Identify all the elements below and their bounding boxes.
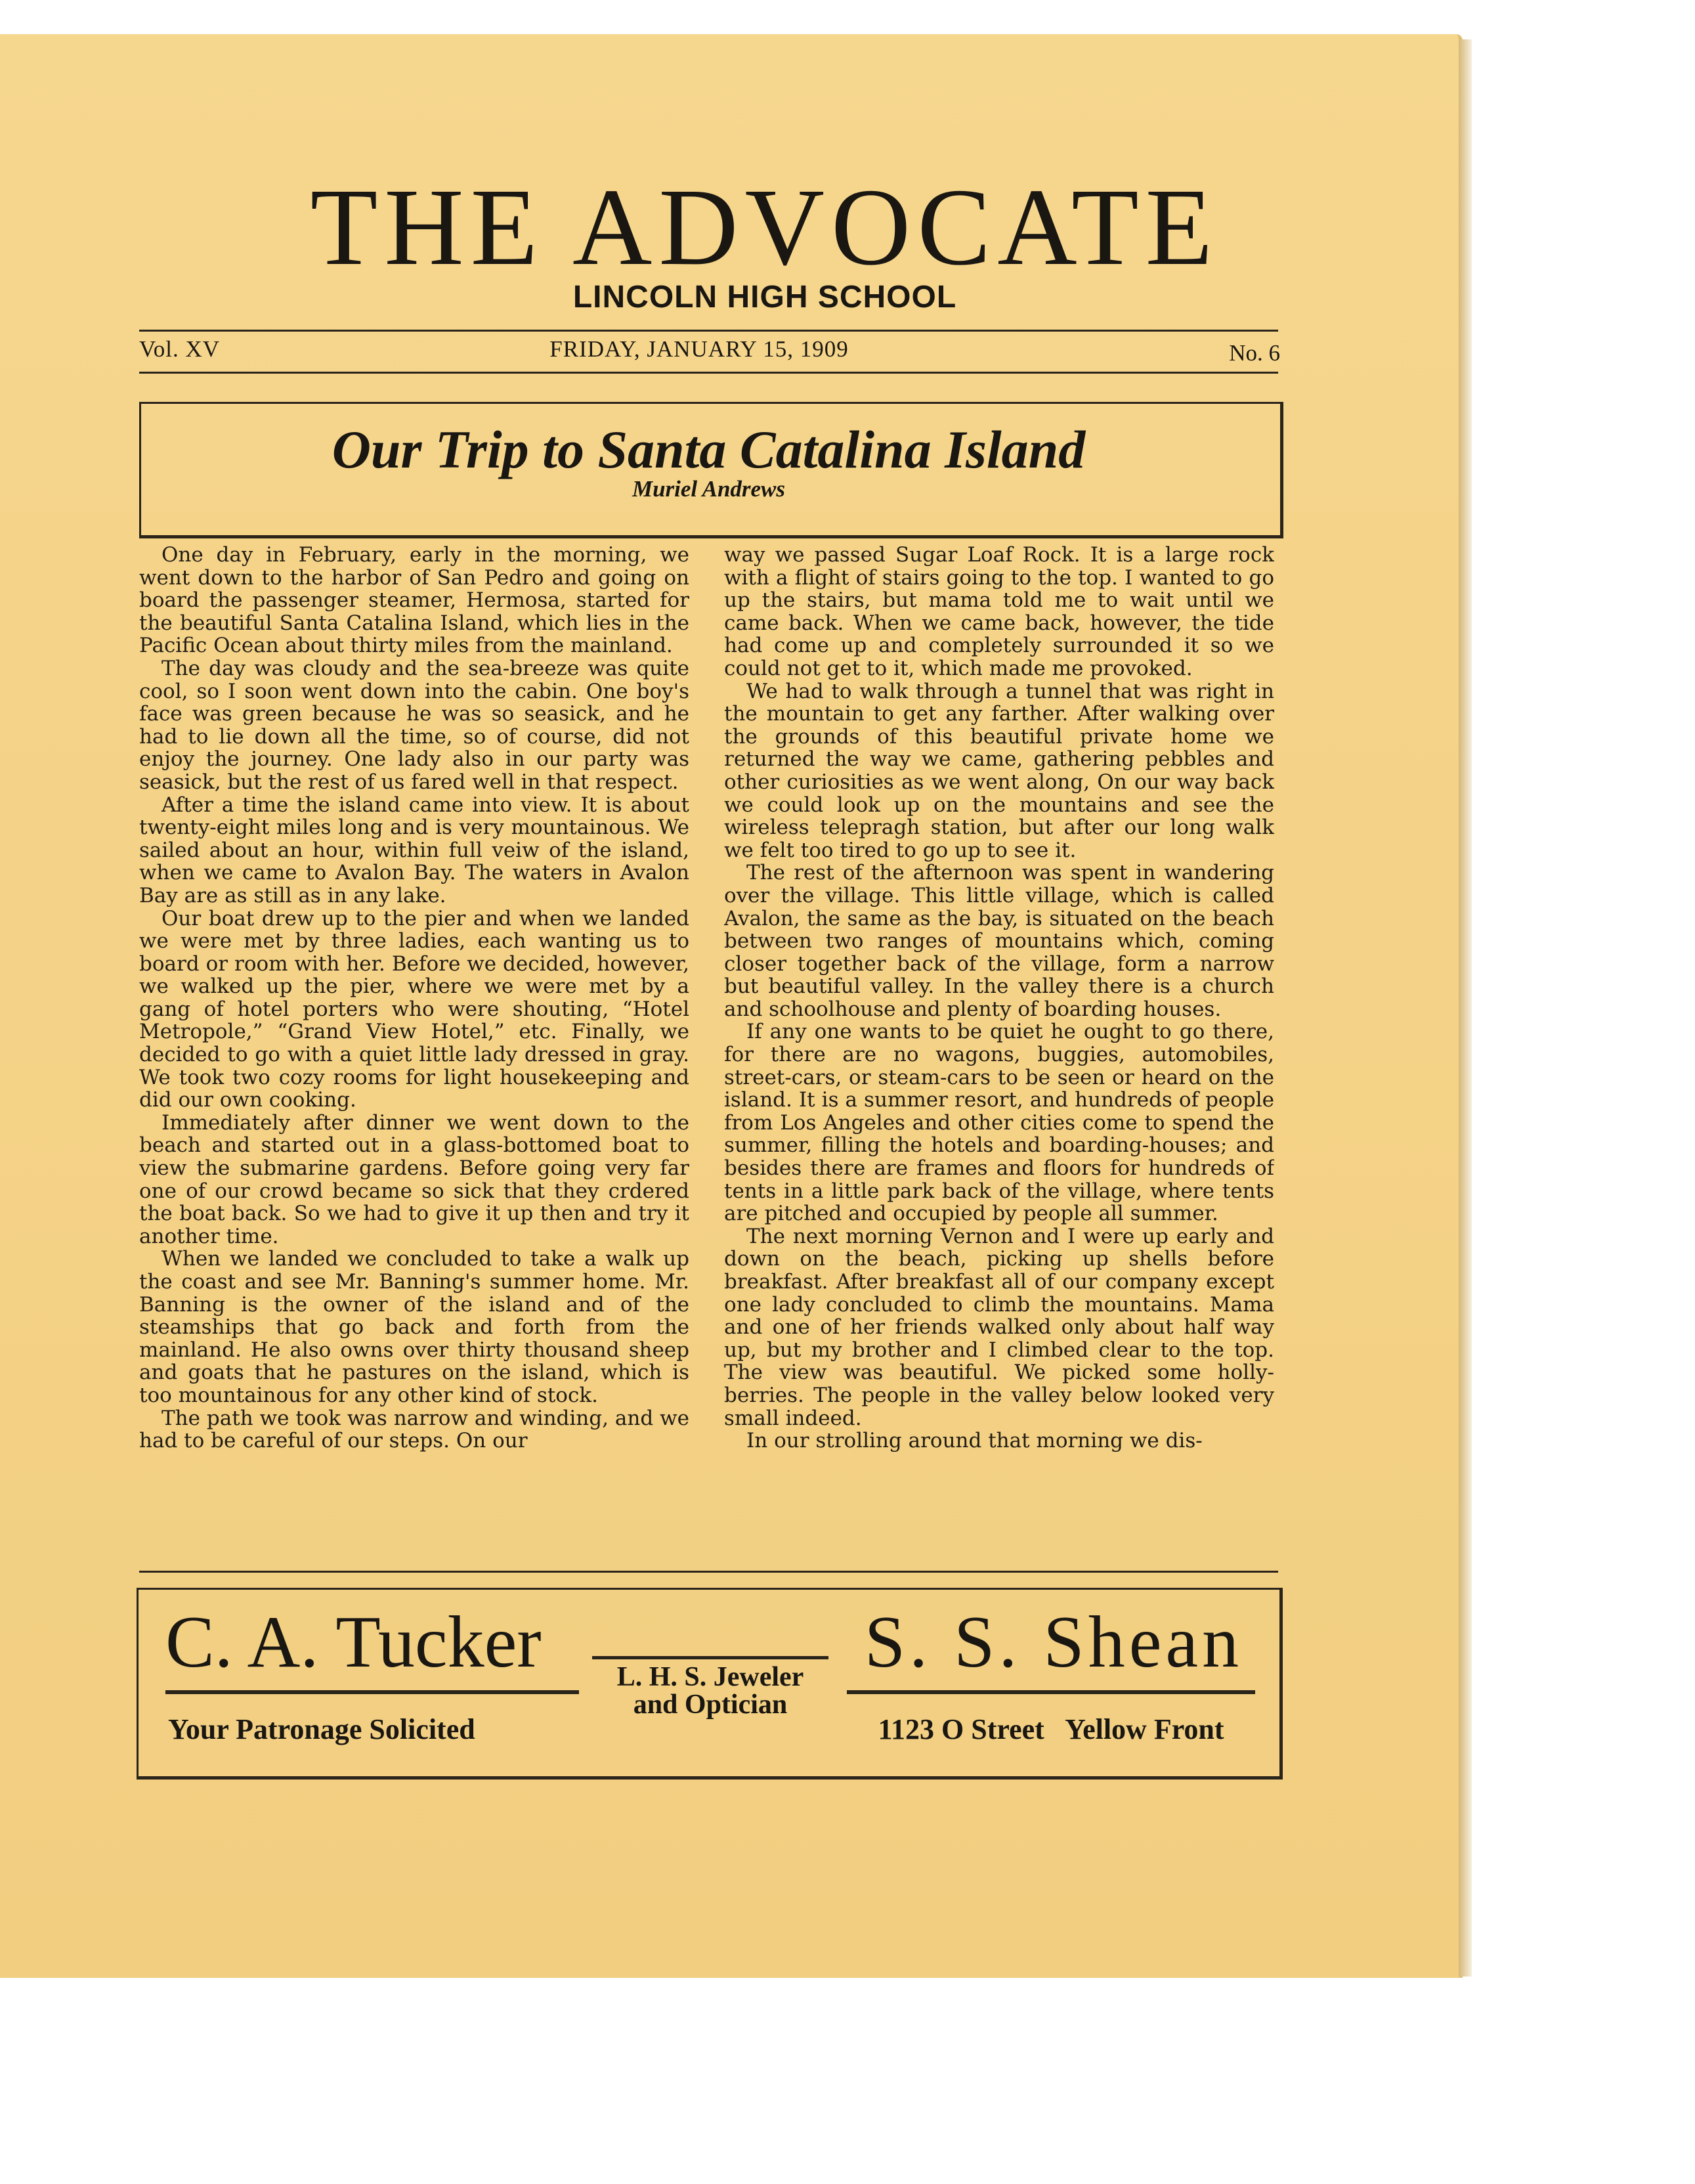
paragraph: We had to walk through a tunnel that was right in the mountain to get any farther. After walking over the grounds of this beautiful private home we returned the way we came, gathering pebbles and other curiosities as we went along, On our way back we could look up on the mountains and see the wireless telepragh station, but after our long walk we felt too tired to go up to see it. (724, 679, 1274, 862)
ad-jeweler-name: C. A. Tucker (165, 1602, 542, 1683)
page-edge-shadow (1459, 39, 1472, 1977)
paragraph: The next morning Vernon and I were up early and down on the beach, picking up shells before breakfast. After breakfast all of our company except one lady concluded to climb the mountains. Mama and one of her friends walked only about half way up, but my brother and I climbed clear to the top. The view was beautiful. We picked some holly-berries. The people in the valley below looked very small indeed. (724, 1224, 1274, 1430)
masthead-bottom-rule (139, 372, 1278, 374)
masthead-title: THE ADVOCATE (310, 166, 1220, 288)
ad-right-rule (847, 1690, 1255, 1694)
paragraph: Immediately after dinner we went down to the beach and started out in a glass-bottomed boat to view the submarine gardens. Before going very far one of our crowd became so sick that they crdered the boat back. So we had to give it up then and try it another time. (139, 1110, 689, 1248)
issue-date: FRIDAY, JANUARY 15, 1909 (549, 336, 849, 362)
ad-middle-rule (592, 1656, 828, 1659)
ad-left-rule (165, 1690, 579, 1694)
ad-left-tagline: Your Patronage Solicited (168, 1713, 475, 1745)
issue-number: No. 6 (1229, 340, 1280, 366)
ad-shop-name: S. S. Shean (864, 1602, 1243, 1683)
paragraph: Our boat drew up to the pier and when we landed we were met by three ladies, each wanting us to board or room with her. Before we decided, however, we walked up the pier, where we were met by a gang of hotel porters who were shouting, “Hotel Metropole,” “Grand View Hotel,” etc. Finally, we decided to go with a quiet little lady dressed in gray. We took two cozy rooms for light housekeeping and did our own cooking. (139, 906, 689, 1112)
article-byline: Muriel Andrews (632, 476, 786, 502)
paragraph: The day was cloudy and the sea-breeze was quite cool, so I soon went down into the cabin. One boy's face was green because he was so seasick, and he had to lie down all the time, so of course, did not enjoy the journey. One lady also in our party was seasick, but the rest of us fared well in that respect. (139, 656, 689, 794)
school-name: LINCOLN HIGH SCHOOL (572, 280, 957, 315)
paragraph: One day in February, early in the morning, we went down to the harbor of San Pedro and going on board the passenger steamer, Hermosa, started for the beautiful Santa Catalina Island, which lies in the Pacific Ocean about thirty miles from the mainland. (139, 544, 689, 658)
paragraph: If any one wants to be quiet he ought to go there, for there are no wagons, buggies, automobiles, street-cars, or steam-cars to be seen or heard on the island. It is a summer resort, and hundreds of people from Los Angeles and other cities come to spend the summer, filling the hotels and boarding-houses; and besides there are frames and floors for hundreds of tents in a little park back of the village, where tents are pitched and occupied by people all summer. (724, 1020, 1274, 1226)
article-column-left (139, 544, 689, 1555)
ad-middle-line-1: L. H. S. Jeweler (616, 1662, 804, 1692)
ad-middle-line-2: and Optician (633, 1690, 788, 1720)
paragraph: way we passed Sugar Loaf Rock. It is a large rock with a flight of stairs going to the top. I wanted to go up the stairs, but mama told me to wait until we came back. When we came back, however, the tide had come up and completely surrounded it so we could not get to it, which made me provoked. (724, 544, 1274, 680)
article-end-rule (139, 1571, 1278, 1573)
article-column-right (724, 544, 1274, 1555)
volume-label: Vol. XV (139, 336, 221, 362)
masthead-top-rule (139, 330, 1278, 332)
paragraph: In our strolling around that morning we dis- (746, 1429, 1203, 1453)
article-title: Our Trip to Santa Catalina Island (332, 420, 1086, 479)
paragraph: The rest of the afternoon was spent in wandering over the village. This little village, which is called Avalon, the same as the bay, is situated on the beach between two ranges of mountains which, coming closer together back of the village, form a narrow but beautiful valley. In the valley there is a church and schoolhouse and plenty of boarding houses. (724, 861, 1274, 1021)
ad-right-tagline: 1123 O Street Yellow Front (878, 1713, 1224, 1745)
paragraph: When we landed we concluded to take a walk up the coast and see Mr. Banning's summer home. Mr. Banning is the owner of the island and of the steamships that go back and forth from the mainland. He also owns over thirty thousand sheep and goats that he pastures on the island, which is too mountainous for any other kind of stock. (139, 1247, 689, 1407)
paragraph: After a time the island came into view. It is about twenty-eight miles long and is very mountainous. We sailed about an hour, within full veiw of the island, when we came to Avalon Bay. The waters in Avalon Bay are as still as in any lake. (139, 793, 689, 907)
paragraph: The path we took was narrow and winding, and we had to be careful of our steps. On our (139, 1406, 689, 1453)
